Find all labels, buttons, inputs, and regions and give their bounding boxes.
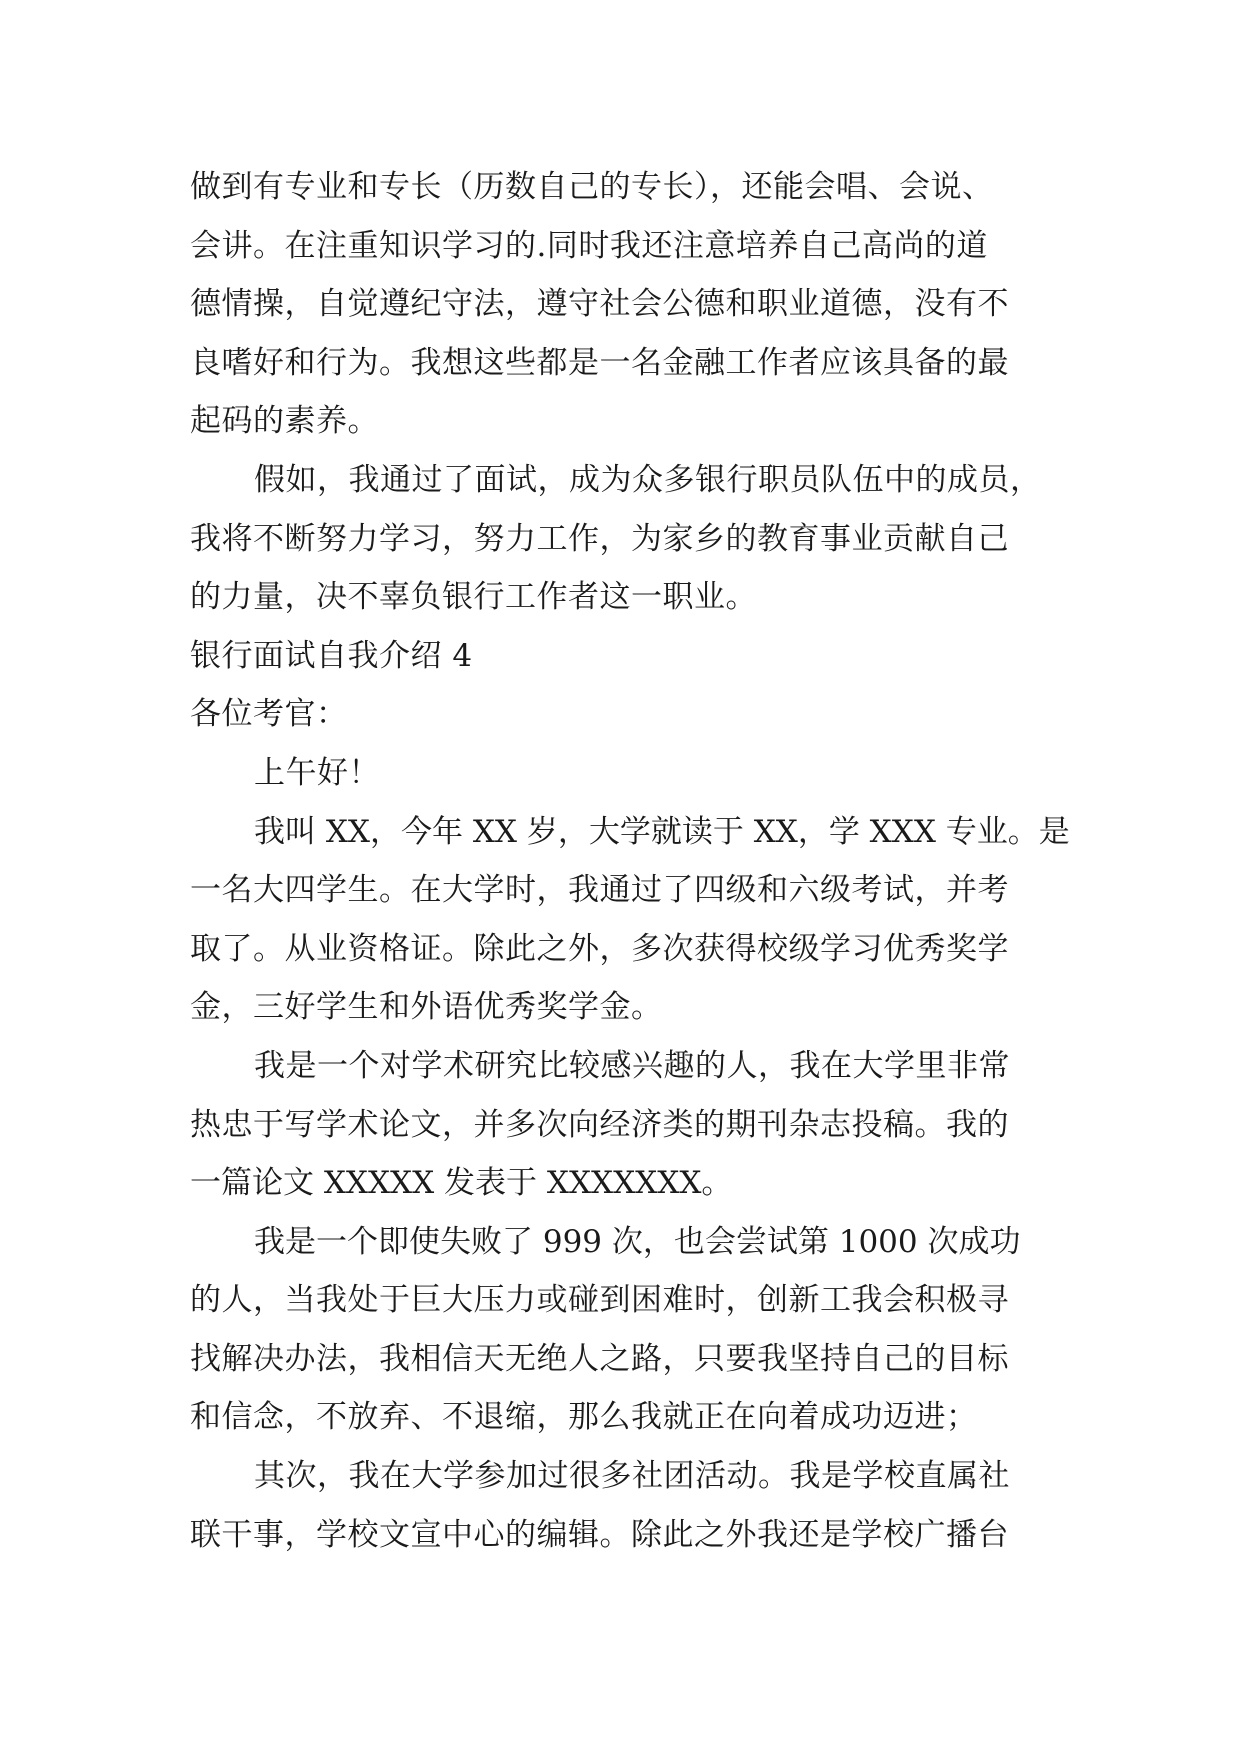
section-heading [190, 627, 1060, 686]
paragraph-research [190, 1037, 1060, 1213]
text-line: 起码的素养。 [190, 403, 379, 440]
text-line: 的力量，决不辜负银行工作者这一职业。 [190, 579, 757, 616]
document-body [190, 158, 1070, 1564]
paragraph-perseverance [190, 1213, 1060, 1447]
greeting [190, 744, 1060, 803]
text-line: 的人，当我处于巨大压力或碰到困难时，创新工我会积极寻 [190, 1282, 1009, 1319]
paragraph-specialties [190, 158, 1060, 451]
heading-text: 银行面试自我介绍 4 [190, 637, 473, 674]
greeting-text: 上午好！ [254, 754, 380, 791]
text-line: 我将不断努力学习，努力工作，为家乡的教育事业贡献自己 [190, 520, 1009, 557]
text-line: 我叫 XX，今年 XX 岁，大学就读于 XX，学 XXX 专业。是 [254, 813, 1070, 850]
paragraph-commitment [190, 451, 1060, 627]
text-line: 其次，我在大学参加过很多社团活动。我是学校直属社 [254, 1458, 1010, 1495]
text-line: 做到有专业和专长（历数自己的专长），还能会唱、会说、 [190, 169, 994, 205]
text-line: 一名大四学生。在大学时，我通过了四级和六级考试，并考 [190, 872, 1009, 909]
salutation [190, 685, 1060, 744]
text-line: 会讲。在注重知识学习的.同时我还注意培养自己高尚的道 [190, 227, 988, 264]
paragraph-activities [190, 1447, 1060, 1564]
salutation-text: 各位考官： [190, 696, 348, 733]
text-line: 取了。从业资格证。除此之外，多次获得校级学习优秀奖学 [190, 930, 1009, 967]
text-line: 我是一个对学术研究比较感兴趣的人，我在大学里非常 [254, 1047, 1010, 1084]
text-line: 我是一个即使失败了 999 次，也会尝试第 1000 次成功 [254, 1223, 1021, 1260]
text-line: 金，三好学生和外语优秀奖学金。 [190, 989, 663, 1026]
text-line: 和信念，不放弃、不退缩，那么我就正在向着成功迈进； [190, 1399, 978, 1436]
text-line: 联干事，学校文宣中心的编辑。除此之外我还是学校广播台 [190, 1516, 1009, 1553]
paragraph-introduction [190, 803, 1070, 1037]
text-line: 假如，我通过了面试，成为众多银行职员队伍中的成员， [254, 461, 1042, 498]
text-line: 热忠于写学术论文，并多次向经济类的期刊杂志投稿。我的 [190, 1106, 1009, 1143]
text-line: 德情操，自觉遵纪守法，遵守社会公德和职业道德，没有不 [190, 286, 1009, 323]
text-line: 找解决办法，我相信天无绝人之路，只要我坚持自己的目标 [190, 1340, 1009, 1377]
text-line: 良嗜好和行为。我想这些都是一名金融工作者应该具备的最 [190, 344, 1009, 381]
text-line: 一篇论文 XXXXX 发表于 XXXXXXX。 [190, 1165, 733, 1202]
